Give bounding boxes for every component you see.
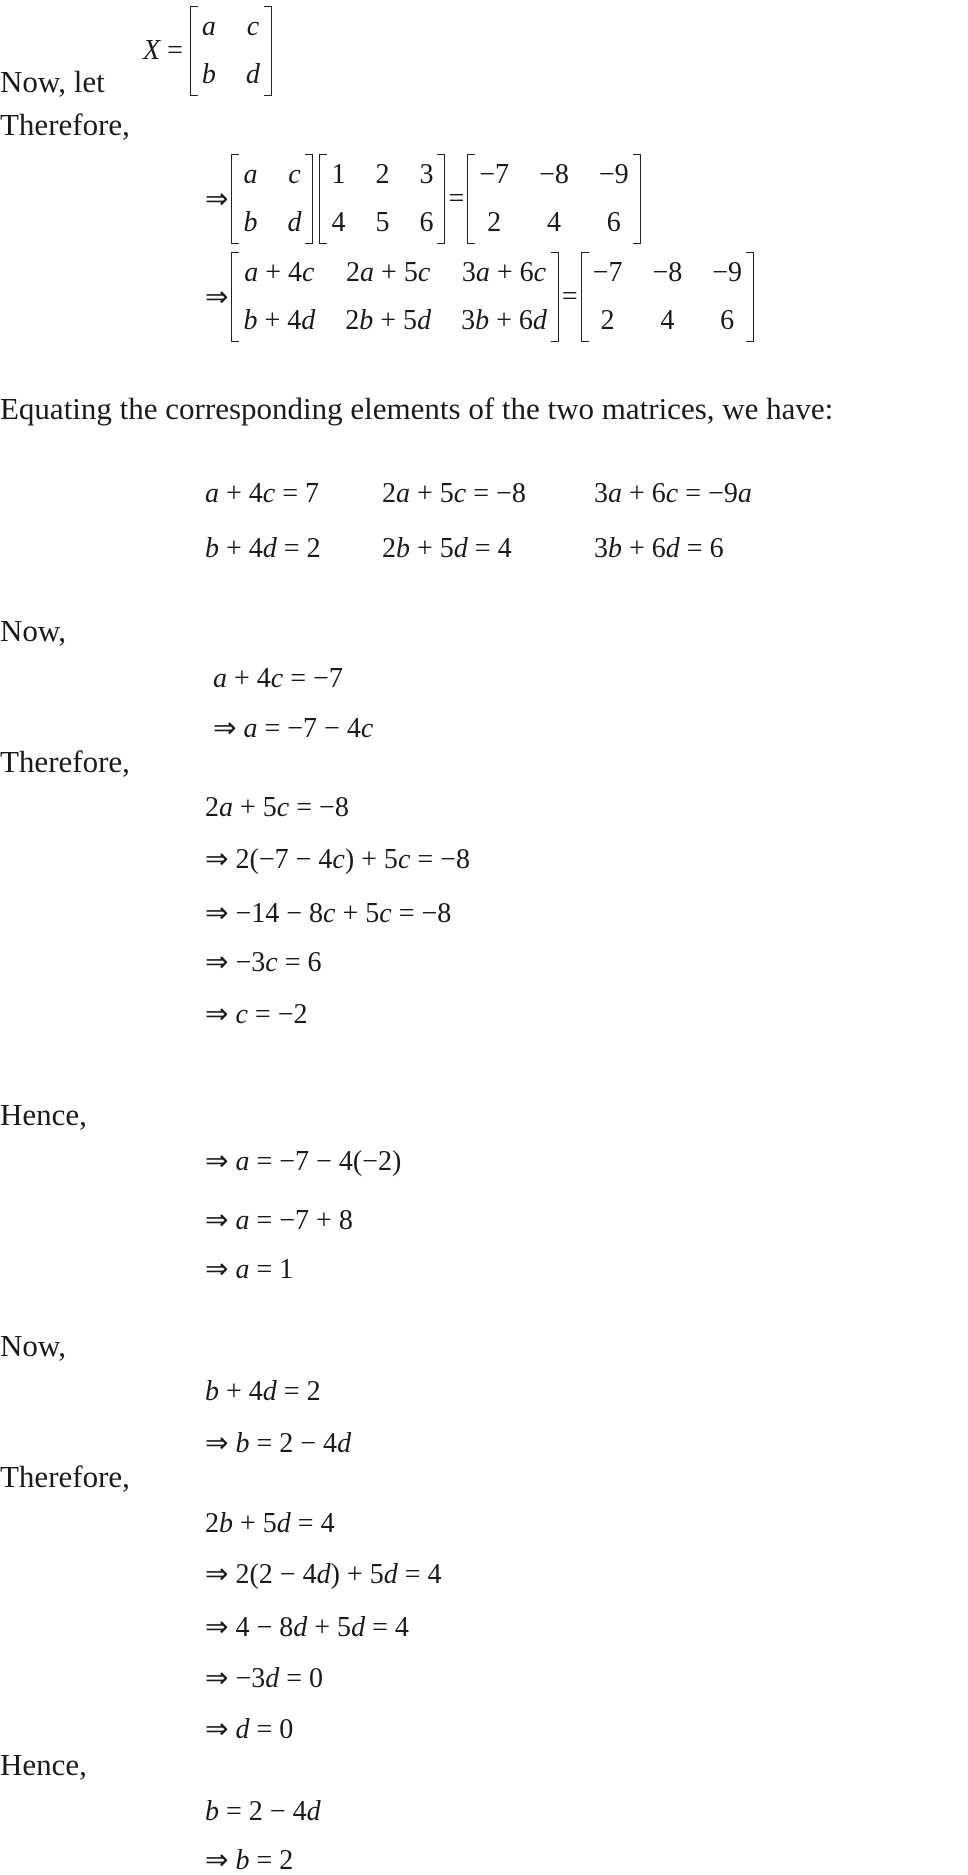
implies-arrow: ⇒ — [205, 184, 229, 215]
matrix-cell: 5 — [375, 207, 390, 238]
matrix-cell: d — [287, 207, 302, 238]
therefore-text: Therefore, — [0, 1459, 130, 1494]
equation-line: ⇒ a = −7 + 8 — [205, 1205, 353, 1236]
now-text: Now, — [0, 1328, 67, 1363]
expanded-matrix-equation — [205, 252, 757, 342]
equating-text: Equating the corresponding elements of the two matrices, we have: — [0, 391, 834, 426]
equation-line: a + 4c = −7 — [213, 663, 343, 694]
hence-text: Hence, — [0, 1097, 87, 1132]
equals-sign: = — [561, 281, 578, 312]
matrix-cell: 2 — [600, 305, 615, 336]
hence-text: Hence, — [0, 1747, 87, 1782]
matrix-cell: c — [288, 159, 301, 190]
equation-line: ⇒ b = 2 − 4d — [205, 1428, 352, 1459]
matrix-cell: 4 — [660, 305, 675, 336]
matrix-cell: a + 4c — [244, 257, 315, 288]
equation-row — [205, 532, 724, 566]
matrix-product-equation — [205, 154, 644, 244]
matrix-cell: 6 — [606, 207, 621, 238]
matrix-cell: b — [201, 59, 216, 90]
equation: b + 4d = 2 — [205, 533, 321, 564]
matrix-cell: 3 — [419, 159, 434, 190]
now-text: Now, — [0, 613, 67, 648]
equation-line: b = 2 − 4d — [205, 1796, 321, 1827]
equation-line: ⇒ a = −7 − 4(−2) — [205, 1146, 402, 1177]
equation: 2a + 5c = −8 — [382, 478, 526, 509]
matrix-multiplier — [319, 154, 445, 244]
matrix-result — [467, 154, 640, 244]
matrix-cell: b — [243, 207, 258, 238]
equation-line: ⇒ d = 0 — [205, 1714, 294, 1745]
equation-line: ⇒ 4 − 8d + 5d = 4 — [205, 1612, 409, 1643]
therefore-text: Therefore, — [0, 107, 130, 142]
equation-line: ⇒ −3c = 6 — [205, 947, 322, 978]
matrix-x — [231, 154, 313, 244]
matrix-cell: −7 — [592, 257, 623, 288]
matrix-cell: 2 — [375, 159, 390, 190]
equation: 3b + 6d = 6 — [594, 533, 724, 564]
implies-arrow: ⇒ — [205, 282, 229, 313]
matrix-cell: −7 — [479, 159, 510, 190]
matrix-cell: a — [243, 159, 258, 190]
matrix-cell: 2b + 5d — [345, 305, 432, 336]
matrix-cell: 6 — [419, 207, 434, 238]
matrix-cell: 2a + 5c — [346, 257, 431, 288]
therefore-text: Therefore, — [0, 744, 130, 779]
equation-line: ⇒ −14 − 8c + 5c = −8 — [205, 898, 452, 929]
equation-line: ⇒ −3d = 0 — [205, 1663, 324, 1694]
equation-line: ⇒ c = −2 — [205, 999, 308, 1030]
matrix-product-result — [231, 252, 558, 342]
matrix-cell: −8 — [539, 159, 569, 190]
matrix-cell: 4 — [331, 207, 346, 238]
equation: a + 4c = 7 — [205, 478, 320, 509]
equation-line: 2b + 5d = 4 — [205, 1508, 335, 1539]
matrix-cell: 3a + 6c — [461, 257, 547, 288]
x-label: X = — [143, 35, 183, 66]
equation-line: ⇒ a = 1 — [205, 1254, 294, 1285]
equals-sign: = — [448, 183, 465, 214]
matrix-x — [190, 6, 272, 96]
matrix-cell: c — [246, 11, 260, 42]
equation-line: b + 4d = 2 — [205, 1376, 321, 1407]
matrix-cell: 1 — [331, 159, 346, 190]
equation-line: 2a + 5c = −8 — [205, 792, 349, 823]
matrix-cell: 4 — [546, 207, 561, 238]
matrix-cell: a — [201, 11, 216, 42]
equation: 3a + 6c = −9a — [594, 478, 752, 509]
equation-row — [205, 477, 752, 511]
equation-line: ⇒ b = 2 — [205, 1845, 294, 1875]
equation-line: ⇒ a = −7 − 4c — [213, 713, 374, 744]
matrix-cell: −9 — [712, 257, 743, 288]
matrix-cell: b + 4d — [243, 305, 316, 336]
matrix-cell: −9 — [598, 159, 629, 190]
matrix-cell: 2 — [487, 207, 502, 238]
equation-line: ⇒ 2(−7 − 4c) + 5c = −8 — [205, 844, 470, 875]
equation: 2b + 5d = 4 — [382, 533, 512, 564]
matrix-cell: d — [245, 59, 260, 90]
matrix-cell: 6 — [720, 305, 735, 336]
matrix-cell: −8 — [652, 257, 683, 288]
matrix-cell: 3b + 6d — [461, 305, 547, 336]
matrix-x-definition — [143, 6, 275, 96]
equation-line: ⇒ 2(2 − 4d) + 5d = 4 — [205, 1559, 442, 1590]
matrix-result — [581, 252, 754, 342]
now-let-text: Now, let — [0, 64, 105, 99]
